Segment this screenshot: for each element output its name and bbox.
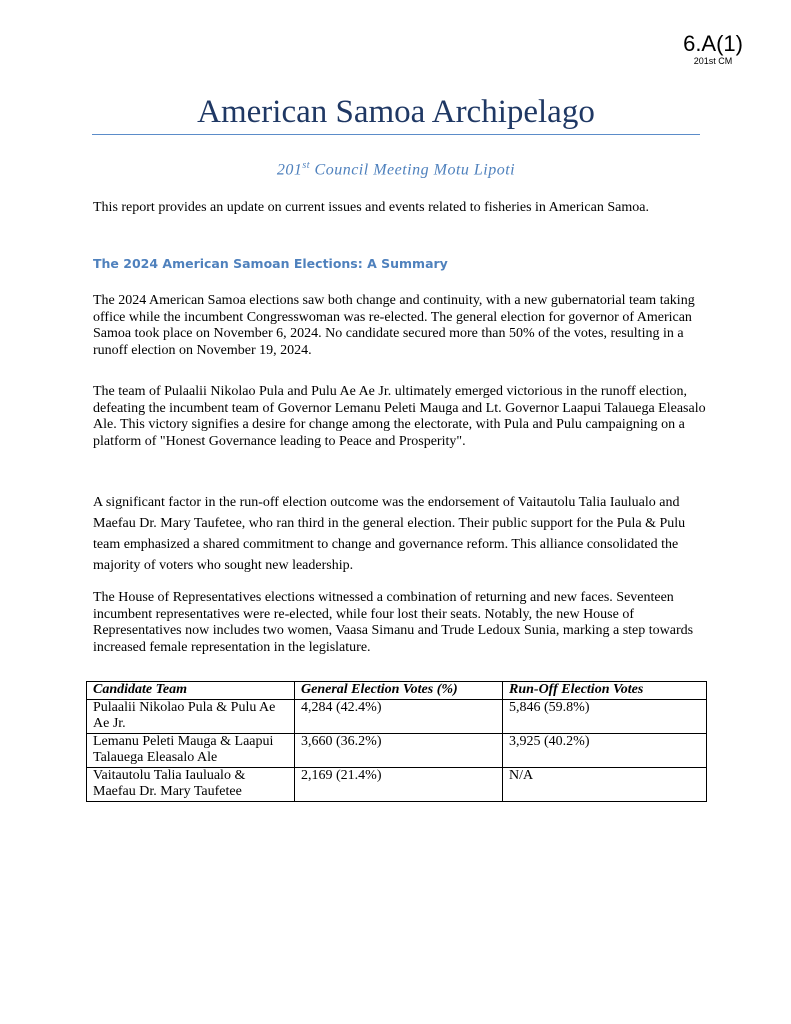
candidate-team-cell: Pulaalii Nikolao Pula & Pulu Ae Ae Jr. [87,699,295,733]
runoff-votes-cell: N/A [503,767,707,801]
paragraph-endorsement: A significant factor in the run-off election outcome was the endorsement of Vaitautolu Talia Iaulualo and Maefau Dr. Mary Taufetee, who ran third in the general election. Their public support for the Pula & Pulu team emphasized a shared commitment to change and governance reform. This alliance consolidated the majority of voters who sought new leadership. [93,495,686,573]
header-runoff-votes: Run-Off Election Votes [503,682,707,700]
runoff-votes-cell: 3,925 (40.2%) [503,733,707,767]
election-results-table [86,681,707,802]
table-row [87,733,707,767]
section-heading: The 2024 American Samoan Elections: A Summary [93,256,448,271]
subtitle-number: 201 [276,161,303,179]
paragraph-house-elections: The House of Representatives elections witnessed a combination of returning and new faces. Seventeen incumbent representatives were re-elected, while four lost their seats. Notably, the new House of Representatives now includes two women, Vaasa Simanu and Trude Ledoux Sunia, marking a step towards increased female representation in the legislature. [93,590,694,655]
general-votes-cell: 2,169 (21.4%) [295,767,503,801]
intro-paragraph: This report provides an update on current issues and events related to fisheries in American Samoa. [93,200,649,215]
document-id-number: 6.A(1) [683,31,743,56]
header-candidate-team: Candidate Team [87,682,295,700]
page-title: American Samoa Archipelago [197,94,595,130]
candidate-team-cell: Lemanu Peleti Mauga & Laapui Talauega Eleasalo Ale [87,733,295,767]
subtitle-text: Council Meeting Motu Lipoti [310,161,516,179]
paragraph-runoff-result: The team of Pulaalii Nikolao Pula and Pulu Ae Ae Jr. ultimately emerged victorious in the runoff election, defeating the incumbent team of Governor Lemanu Peleti Mauga and Lt. Governor Laapui Talauega Eleasalo Ale. This victory signifies a desire for change among the electorate, with Pula and Pulu campaigning on a platform of "Honest Governance leading to Peace and Prosperity". [93,384,706,449]
subtitle-ordinal: st [302,160,311,171]
table-header-row [87,682,707,700]
table-row [87,767,707,801]
title-divider [92,134,700,135]
candidate-team-cell: Vaitautolu Talia Iaulualo & Maefau Dr. Mary Taufetee [87,767,295,801]
general-votes-cell: 3,660 (36.2%) [295,733,503,767]
table-row [87,699,707,733]
runoff-votes-cell: 5,846 (59.8%) [503,699,707,733]
document-id-meeting: 201st CM [693,56,733,66]
paragraph-elections-overview: The 2024 American Samoa elections saw both change and continuity, with a new gubernatorial team taking office while the incumbent Congresswoman was re-elected. The general election for governor of American Samoa took place on November 6, 2024. No candidate secured more than 50% of the votes, resulting in a runoff election on November 19, 2024. [93,293,695,358]
header-general-votes: General Election Votes (%) [295,682,503,700]
document-id [683,32,743,66]
page-subtitle [92,160,700,179]
general-votes-cell: 4,284 (42.4%) [295,699,503,733]
